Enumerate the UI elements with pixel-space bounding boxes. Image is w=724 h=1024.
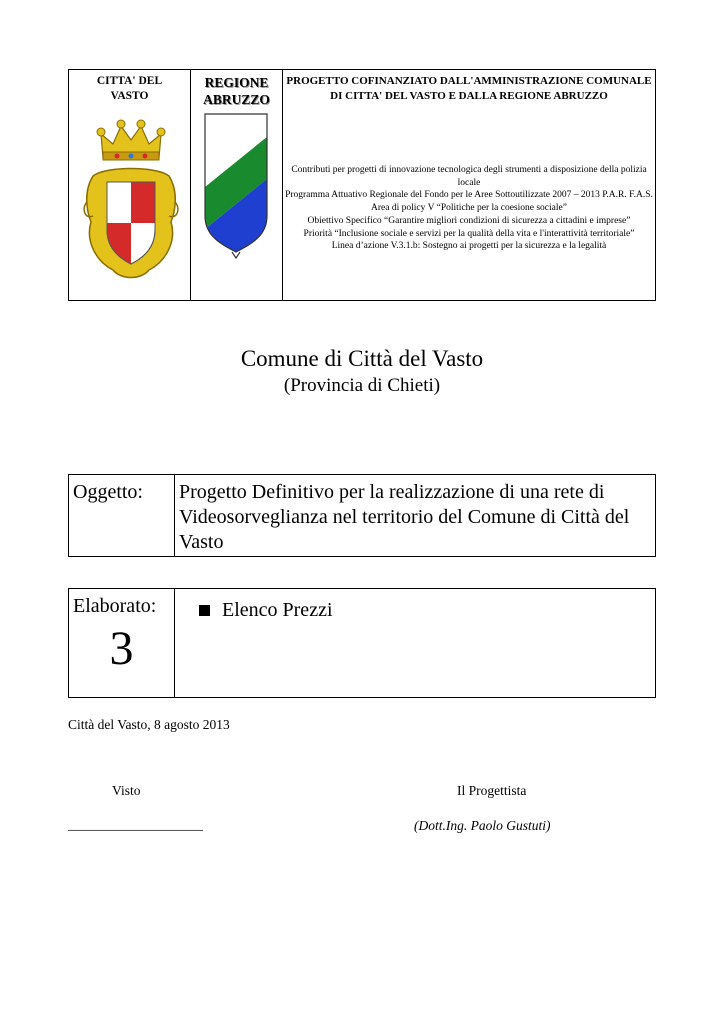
municipality-title: Comune di Città del Vasto — [240, 346, 484, 371]
subject-text: Progetto Definitivo per la realizzazione di una rete di Videosorveglianza nel territorio del Comune di Città del Vasto — [179, 481, 630, 553]
project-line: Area di policy V “Politiche per la coesione sociale” — [371, 203, 567, 214]
project-title: PROGETTO COFINANZIATO DALL'AMMINISTRAZIONE COMUNALE DI CITTA' DEL VASTO E DALLA REGIONE ABRUZZO — [286, 75, 652, 102]
project-line: Contributi per progetti di innovazione tecnologica degli strumenti a disposizione della polizia locale — [291, 165, 647, 188]
elaborate-box — [68, 588, 656, 698]
project-cell — [283, 70, 655, 300]
elaborate-item-cell — [175, 589, 655, 697]
elaborate-item-label: Elenco Prezzi — [222, 599, 333, 621]
subject-text-cell — [175, 475, 655, 556]
province-subtitle: (Provincia di Chieti) — [283, 375, 441, 396]
elaborate-label: Elaborato: — [73, 595, 157, 617]
subject-label: Oggetto: — [73, 481, 143, 503]
elaborate-label-cell — [69, 589, 175, 697]
region-name: REGIONE ABRUZZO — [203, 75, 270, 107]
city-name: CITTA' DEL VASTO — [96, 75, 163, 102]
elaborate-item — [199, 598, 333, 623]
signature-line: ____________________ — [68, 817, 203, 832]
project-line: Linea d’azione V.3.1.b: Sostegno ai progetti per la sicurezza e la legalità — [331, 241, 607, 252]
subject-label-cell — [69, 475, 175, 556]
project-line: Priorità “Inclusione sociale e servizi per la qualità della vita e l'interattività territoriale” — [303, 228, 635, 239]
region-cell — [191, 70, 283, 300]
elaborate-number: 3 — [109, 622, 134, 675]
place-date: Città del Vasto, 8 agosto 2013 — [68, 717, 230, 732]
subject-box — [68, 474, 656, 557]
project-description — [285, 164, 653, 253]
designer-label: Il Progettista — [457, 783, 527, 798]
seen-label: Visto — [112, 783, 141, 798]
city-cell — [69, 70, 191, 300]
project-line: Obiettivo Specifico “Garantire migliori condizioni di sicurezza a cittadini e imprese” — [307, 215, 631, 226]
header-table — [68, 69, 656, 301]
square-bullet-icon — [199, 605, 210, 616]
city-coat-of-arms-icon — [83, 112, 179, 286]
designer-name: (Dott.Ing. Paolo Gustuti) — [414, 818, 551, 833]
project-line: Programma Attuativo Regionale del Fondo per le Aree Sottoutilizzate 2007 – 2013 P.A.R. F.A.S. — [285, 190, 653, 201]
region-shield-icon — [199, 112, 273, 280]
